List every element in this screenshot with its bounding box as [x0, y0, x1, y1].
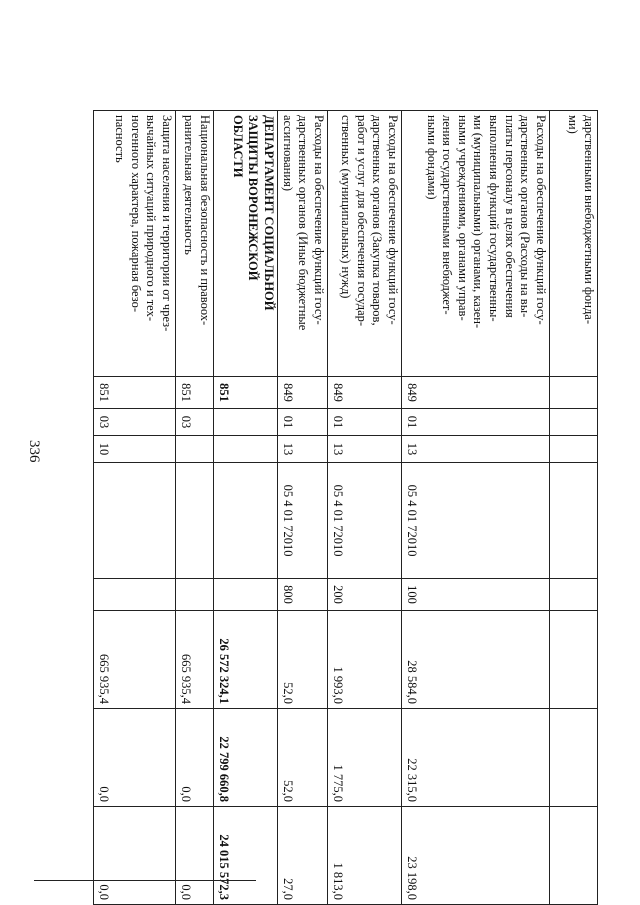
amount-2021-cell: 0,0	[94, 807, 176, 905]
csr-code-cell	[176, 463, 214, 579]
vr-code-cell	[214, 579, 278, 611]
amount-2019-cell: 52,0	[278, 611, 328, 709]
amount-2020-cell: 52,0	[278, 709, 328, 807]
pr-code-cell: 13	[328, 436, 402, 463]
row-name-cell: Расходы на обеспечение функций госу- дарственных органов (Расходы на вы- платы персоналу в целях обеспечения выполнения функций государственны- ми (муниципальными) органами, казен- ными учреждениями, органами управ- ления государственными внебюджет- ными фондами)	[402, 111, 550, 377]
gr-code-cell: 849	[328, 377, 402, 409]
amount-2019-cell: 665 935,4	[176, 611, 214, 709]
amount-2020-cell: 0,0	[94, 709, 176, 807]
pr-code-cell	[550, 436, 598, 463]
amount-2021-cell: 0,0	[176, 807, 214, 905]
csr-code-cell: 05 4 01 72010	[278, 463, 328, 579]
row-name-cell: дарственными внебюджетными фонда- ми)	[550, 111, 598, 377]
table-row	[550, 111, 598, 905]
row-name-cell: Расходы на обеспечение функций госу- дарственных органов (Иные бюджетные ассигнования)	[278, 111, 328, 377]
vr-code-cell	[94, 579, 176, 611]
rz-code-cell	[214, 409, 278, 436]
amount-2020-cell: 22 799 660,8	[214, 709, 278, 807]
rz-code-cell: 03	[94, 409, 176, 436]
table-row	[278, 111, 328, 905]
row-name-cell: Национальная безопасность и правоох- ранительная деятельность	[176, 111, 214, 377]
amount-2020-cell: 1 775,0	[328, 709, 402, 807]
amount-2019-cell	[550, 611, 598, 709]
csr-code-cell: 05 4 01 72010	[328, 463, 402, 579]
gr-code-cell: 851	[176, 377, 214, 409]
rz-code-cell: 01	[402, 409, 550, 436]
rz-code-cell	[550, 409, 598, 436]
gr-code-cell: 849	[278, 377, 328, 409]
csr-code-cell	[550, 463, 598, 579]
pr-code-cell: 13	[278, 436, 328, 463]
amount-2020-cell	[550, 709, 598, 807]
amount-2020-cell: 22 315,0	[402, 709, 550, 807]
gr-code-cell: 851	[94, 377, 176, 409]
amount-2021-cell: 24 015 572,3	[214, 807, 278, 905]
pr-code-cell	[214, 436, 278, 463]
pr-code-cell: 10	[94, 436, 176, 463]
pr-code-cell	[176, 436, 214, 463]
row-name-cell: Защита населения и территории от чрез- вычайных ситуаций природного и тех- ногенного характера, пожарная безо- пасность	[94, 111, 176, 377]
csr-code-cell	[94, 463, 176, 579]
budget-table	[93, 110, 598, 905]
csr-code-cell: 05 4 01 72010	[402, 463, 550, 579]
rz-code-cell: 01	[328, 409, 402, 436]
page-number: 336	[26, 440, 42, 463]
gr-code-cell: 851	[214, 377, 278, 409]
amount-2020-cell: 0,0	[176, 709, 214, 807]
rz-code-cell: 01	[278, 409, 328, 436]
gr-code-cell: 849	[402, 377, 550, 409]
rz-code-cell: 03	[176, 409, 214, 436]
amount-2019-cell: 28 584,0	[402, 611, 550, 709]
vr-code-cell	[550, 579, 598, 611]
csr-code-cell	[214, 463, 278, 579]
table-row	[214, 111, 278, 905]
vr-code-cell: 100	[402, 579, 550, 611]
amount-2021-cell: 23 198,0	[402, 807, 550, 905]
table-row	[402, 111, 550, 905]
amount-2019-cell: 26 572 324,1	[214, 611, 278, 709]
pr-code-cell: 13	[402, 436, 550, 463]
gr-code-cell	[550, 377, 598, 409]
amount-2019-cell: 665 935,4	[94, 611, 176, 709]
amount-2021-cell: 27,0	[278, 807, 328, 905]
amount-2021-cell: 1 813,0	[328, 807, 402, 905]
vr-code-cell: 800	[278, 579, 328, 611]
row-name-cell: ДЕПАРТАМЕНТ СОЦИАЛЬНОЙ ЗАЩИТЫ ВОРОНЕЖСКОЙ ОБЛАСТИ	[214, 111, 278, 377]
table-row	[176, 111, 214, 905]
amount-2021-cell	[550, 807, 598, 905]
table-row	[328, 111, 402, 905]
footer-rule	[34, 880, 256, 881]
table-body	[94, 111, 598, 905]
vr-code-cell	[176, 579, 214, 611]
amount-2019-cell: 1 993,0	[328, 611, 402, 709]
table-row	[94, 111, 176, 905]
vr-code-cell: 200	[328, 579, 402, 611]
budget-table-rotated	[96, 110, 598, 904]
row-name-cell: Расходы на обеспечение функций госу- дарственных органов (Закупка товаров, работ и услуг для обеспечения государ- ственных (муниципальных) нужд)	[328, 111, 402, 377]
